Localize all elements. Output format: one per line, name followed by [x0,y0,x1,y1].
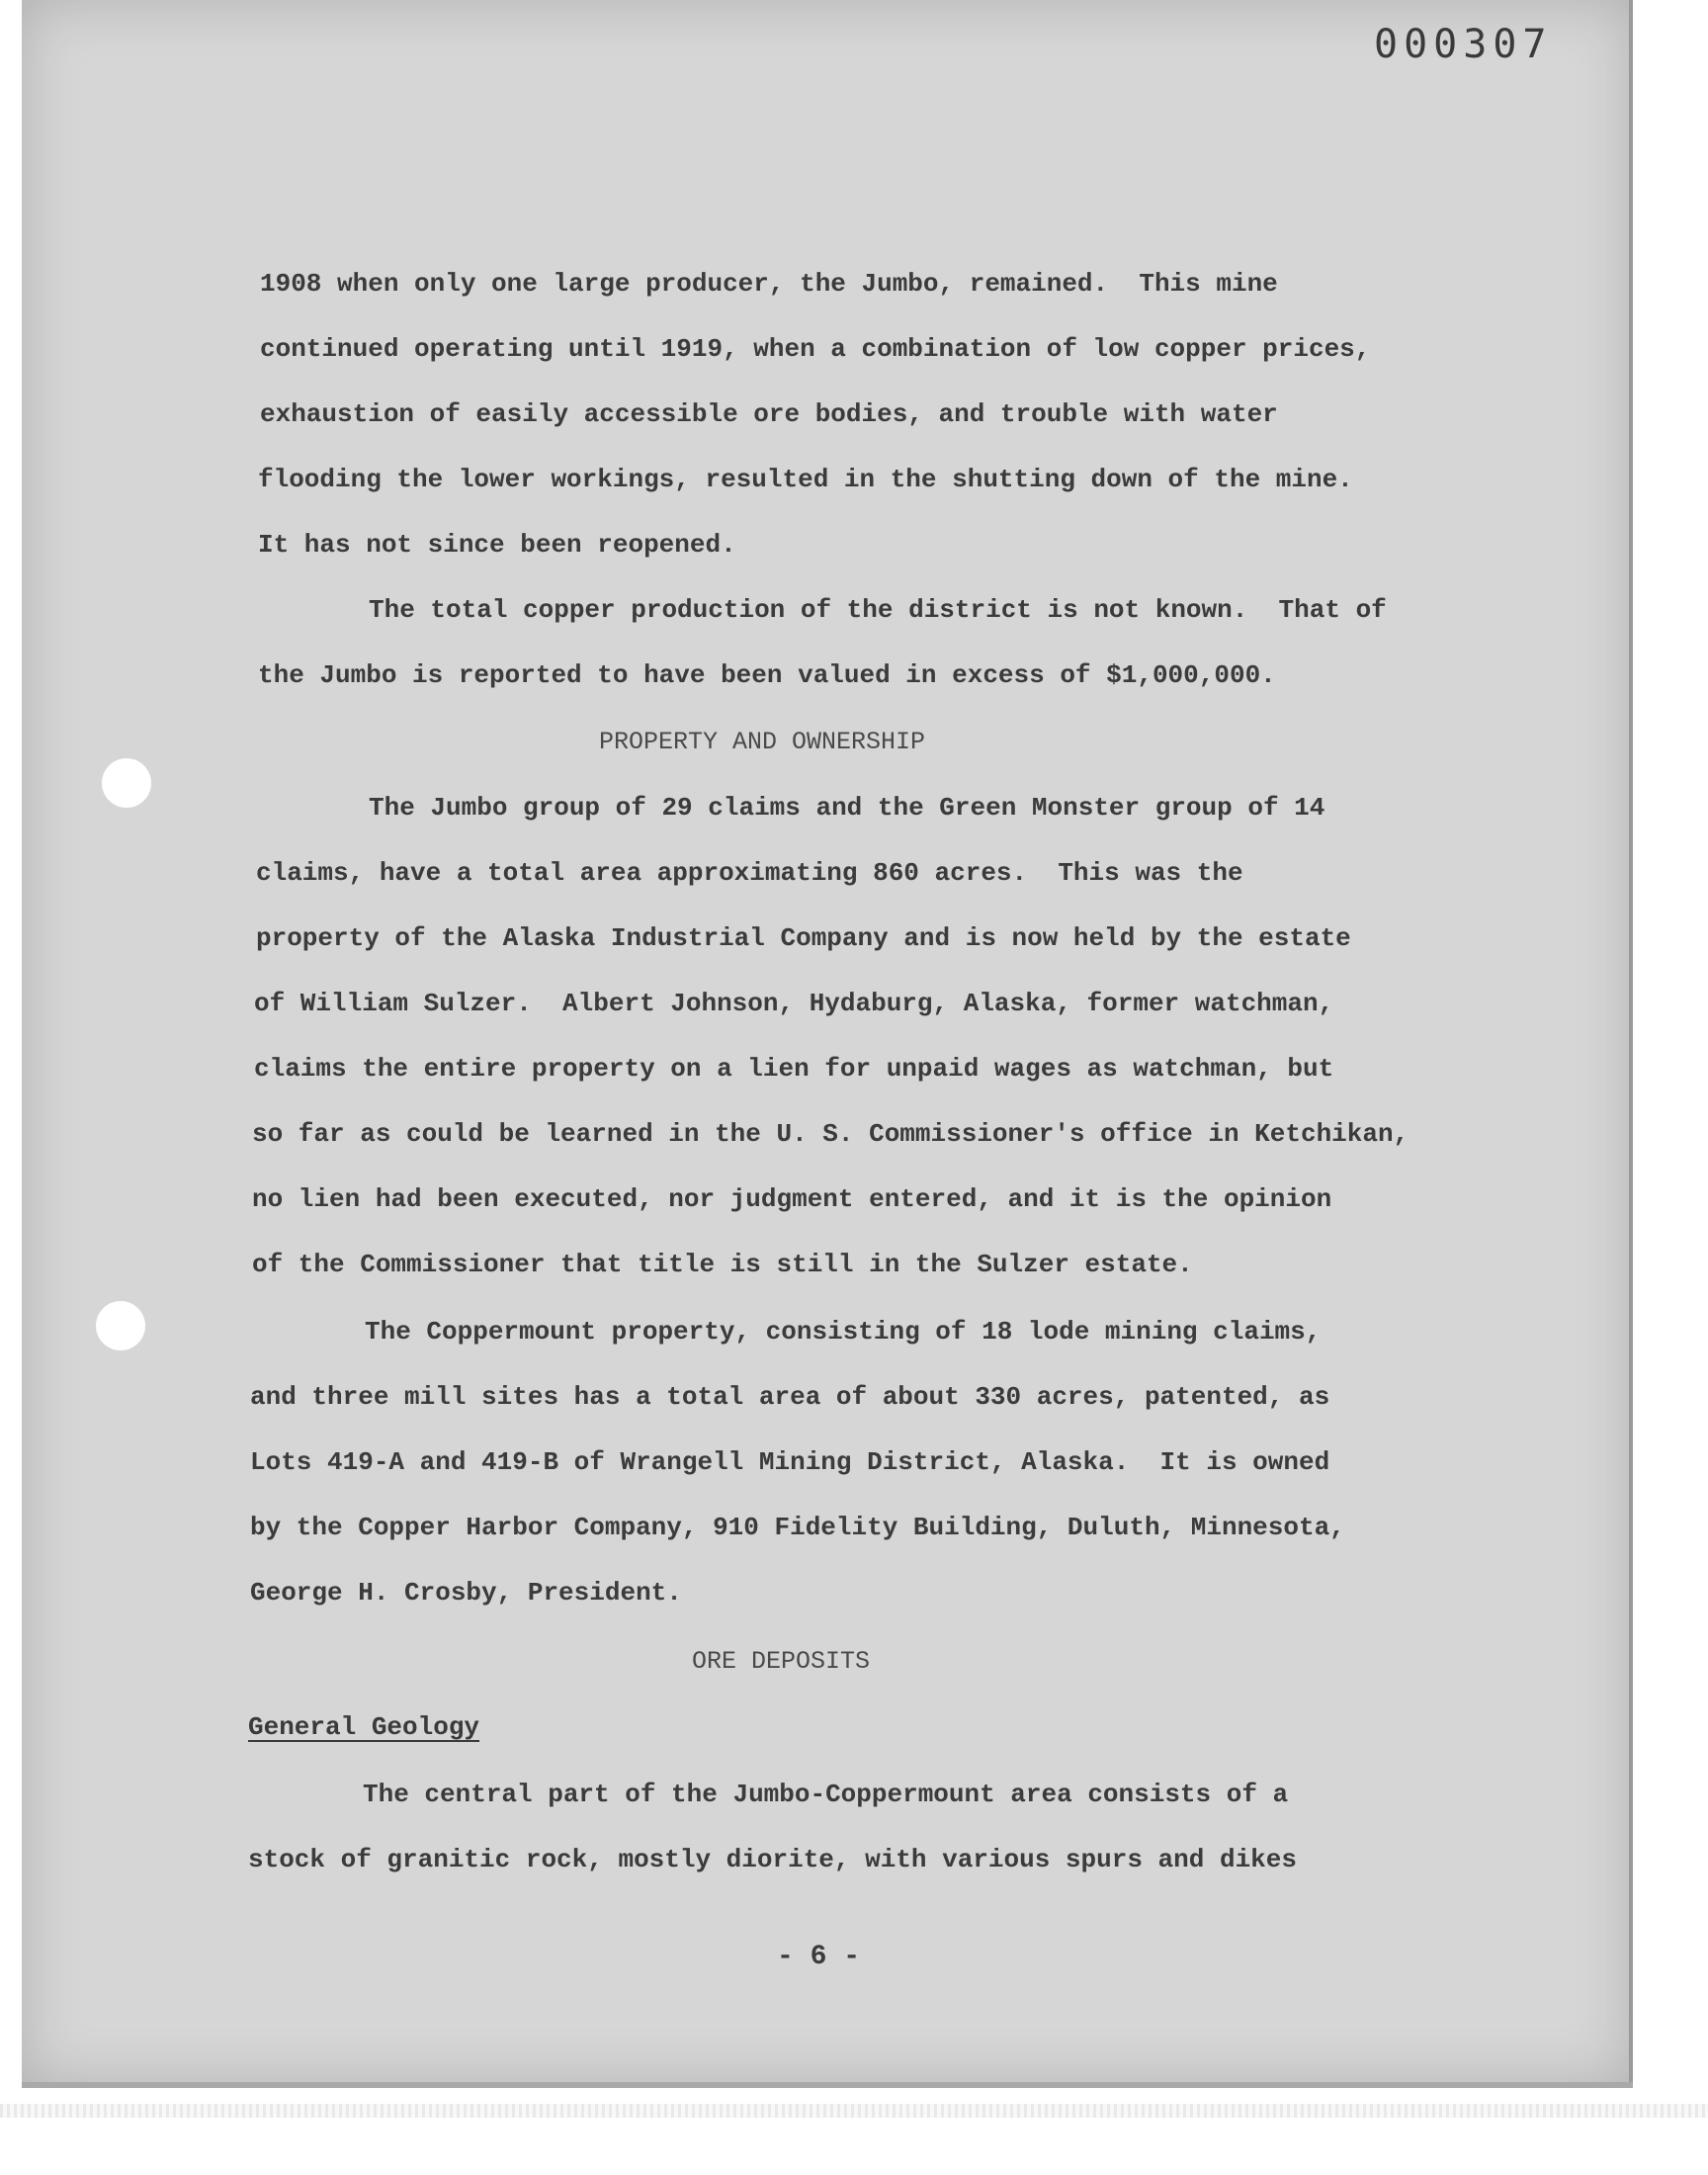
text-line: The Coppermount property, consisting of 18 lode mining claims, [365,1317,1322,1347]
text-line: the Jumbo is reported to have been valued in excess of $1,000,000. [258,660,1276,690]
text-line: exhaustion of easily accessible ore bodies, and trouble with water [260,399,1278,429]
text-line: by the Copper Harbor Company, 910 Fidelity Building, Duluth, Minnesota, [250,1513,1345,1542]
text-line: property of the Alaska Industrial Company and is now held by the estate [256,923,1351,953]
text-line: The central part of the Jumbo-Coppermount area consists of a [363,1780,1289,1809]
text-line: claims the entire property on a lien for unpaid wages as watchman, but [254,1054,1334,1084]
scanned-page [22,0,1633,2086]
text-line: The Jumbo group of 29 claims and the Green Monster group of 14 [369,793,1325,823]
text-line: Lots 419-A and 419-B of Wrangell Mining District, Alaska. It is owned [250,1447,1330,1477]
text-line: 1908 when only one large producer, the Jumbo, remained. This mine [260,269,1278,299]
text-line: flooding the lower workings, resulted in the shutting down of the mine. [258,465,1353,494]
text-line: George H. Crosby, President. [250,1578,682,1608]
text-line: It has not since been reopened. [258,530,736,560]
text-line: of the Commissioner that title is still in the Sulzer estate. [252,1250,1193,1279]
document-number: 000307 [1374,22,1553,67]
text-line: so far as could be learned in the U. S. Commissioner's office in Ketchikan, [252,1119,1409,1149]
scanner-stripe [0,2104,1708,2118]
page-number: - 6 - [777,1942,861,1972]
section-heading-ore-deposits: ORE DEPOSITS [692,1647,871,1676]
text-line: and three mill sites has a total area of about 330 acres, patented, as [250,1382,1330,1412]
text-line: claims, have a total area approximating 860 acres. This was the [256,858,1243,888]
punch-hole-upper [102,758,151,808]
page-edge-bottom [22,2082,1633,2088]
text-line: of William Sulzer. Albert Johnson, Hydaburg, Alaska, former watchman, [254,989,1334,1018]
text-line: continued operating until 1919, when a combination of low copper prices, [260,334,1371,364]
text-line: The total copper production of the district is not known. That of [369,595,1387,625]
text-line: stock of granitic rock, mostly diorite, with various spurs and dikes [248,1845,1297,1874]
subheading-general-geology: General Geology [248,1712,480,1742]
page-edge-right [1629,0,1633,2086]
text-line: no lien had been executed, nor judgment entered, and it is the opinion [252,1184,1332,1214]
punch-hole-lower [96,1301,145,1350]
section-heading-property: PROPERTY AND OWNERSHIP [599,728,926,756]
